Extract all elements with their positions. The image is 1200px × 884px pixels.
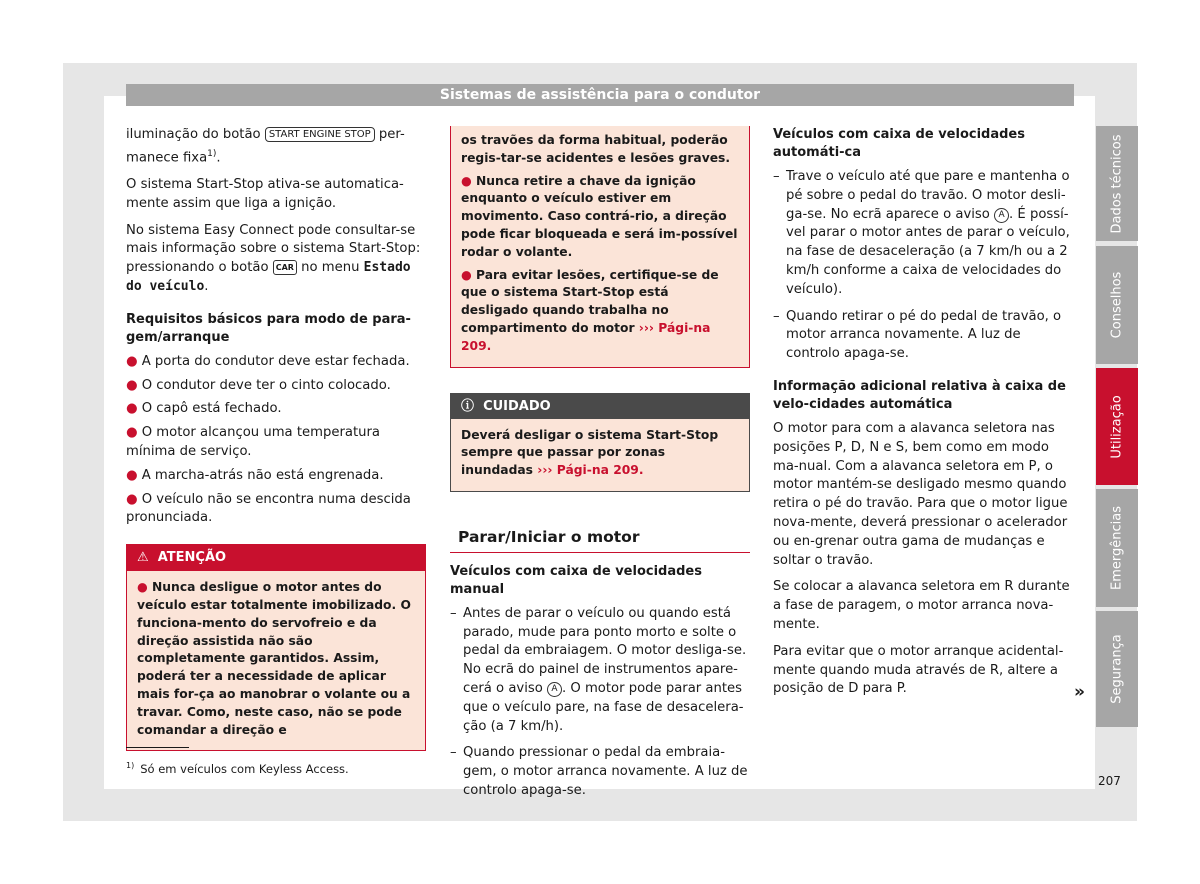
paragraph-button-light — [126, 126, 426, 168]
text: O motor alcançou uma temperatura mínima de serviço. — [126, 425, 380, 459]
warning-item — [461, 267, 739, 356]
list-item — [773, 308, 1073, 364]
side-tab-utilizacao[interactable] — [1096, 368, 1138, 485]
caution-title: CUIDADO — [483, 398, 551, 414]
paragraph-auto-activation: O sistema Start-Stop ativa-se automatica-mente assim que liga a ignição. — [126, 176, 404, 211]
text: no menu — [296, 260, 364, 276]
bullet-icon: ● — [126, 353, 142, 369]
tab-label: Utilização — [1109, 394, 1125, 459]
chapter-header: Sistemas de assistência para o condutor — [126, 84, 1074, 106]
text: . — [216, 150, 221, 166]
column-middle — [450, 126, 750, 809]
requirements-heading: Requisitos básicos para modo de para-gem/arranque — [126, 311, 411, 345]
bullet-icon: ● — [137, 580, 153, 595]
menu-name: Estado do veículo — [126, 260, 411, 294]
list-item — [126, 491, 426, 529]
dash-marker: – — [773, 169, 780, 184]
caution-body — [451, 419, 749, 491]
warning-box-continued — [450, 126, 750, 368]
list-item — [126, 400, 426, 419]
caution-box — [450, 393, 750, 492]
manual-heading: Veículos com caixa de velocidades manual — [450, 563, 702, 597]
warning-body — [127, 571, 425, 750]
text: O veículo não se encontra numa descida pronunciada. — [126, 491, 411, 526]
warning-body — [451, 126, 749, 367]
footnote-rule — [126, 747, 189, 748]
warning-triangle-icon: ⚠ — [137, 550, 149, 566]
text: Antes de parar o veículo ou quando está parado, mude para ponto morto e solte o pedal da embraiagem. O motor desliga-se. No ecrã do painel de instrumentos apare-cerá o aviso — [463, 605, 747, 696]
text: . — [204, 278, 209, 294]
caution-header — [451, 394, 749, 419]
dash-marker: – — [450, 605, 457, 621]
paragraph: O motor para com a alavanca seletora nas posições P, D, N e S, bem como em modo ma-nual. Com a alavanca seletora em P, o motor mantém-se desligado mesmo quando retira o pé do travão. Para que o motor ligue nova-mente, deverá pressionar o acelerador ou en-grenar outra gama de mudanças e soltar o travão. — [773, 420, 1068, 568]
text — [463, 605, 750, 737]
text — [786, 168, 1073, 300]
warning-title: ATENÇÃO — [157, 550, 227, 566]
column-left — [126, 126, 426, 751]
list-item — [773, 168, 1073, 300]
bullet-icon: ● — [126, 425, 142, 441]
page-link[interactable]: ››› Pági-na 209. — [537, 463, 644, 478]
warning-item — [137, 579, 415, 739]
tab-label: Segurança — [1109, 634, 1125, 704]
paragraph: Para evitar que o motor arranque acidental-mente quando muda através de R, altere a posição de D para P. — [773, 643, 1064, 697]
additional-info-heading: Informação adicional relativa à caixa de velo-cidades automática — [773, 378, 1066, 412]
text: . O motor pode parar antes que o veículo pare, na fase de desacelera-ção (a 7 km/h). — [463, 680, 744, 734]
column-right — [773, 126, 1073, 707]
warning-box — [126, 544, 426, 751]
bullet-icon: ● — [461, 267, 477, 282]
warning-symbol-a-icon: A — [994, 208, 1009, 223]
footnote-ref: 1) — [207, 148, 217, 159]
text: A porta do condutor deve estar fechada. — [141, 353, 410, 369]
text: . É possí-vel parar o motor antes de parar o veículo, na fase de desaceleração (a 7 km/h ou a 2 km/h conforme a caixa de velocidades do veículo). — [786, 206, 1070, 297]
warning-item — [461, 173, 739, 262]
footnote — [126, 761, 349, 776]
warning-symbol-a-icon: A — [547, 682, 562, 697]
caution-circle-icon: ⓘ — [461, 398, 475, 414]
text: A marcha-atrás não está engrenada. — [141, 467, 384, 483]
dash-marker: – — [773, 308, 780, 324]
section-title: Parar/Iniciar o motor — [450, 524, 750, 553]
warning-header — [127, 545, 425, 571]
text: Nunca desligue o motor antes do veículo estar totalmente imobilizado. O funciona-mento do servofreio e da direção assistida não são completamente garantidos. Assim, poderá ter a necessidade de aplicar mais for-ça ao manobrar o volante ou a travar. Como, neste caso, não se pode comandar a direção e — [137, 580, 411, 737]
bullet-icon: ● — [461, 173, 477, 188]
text: per-manece fixa — [126, 127, 405, 166]
text: O condutor deve ter o cinto colocado. — [141, 377, 391, 393]
footnote-mark: 1) — [126, 761, 135, 770]
text: O capô está fechado. — [141, 401, 282, 417]
bullet-icon: ● — [126, 467, 142, 483]
dash-marker: – — [450, 745, 457, 761]
list-item — [126, 424, 426, 462]
side-tab-emergencias[interactable] — [1096, 489, 1138, 607]
text: Deverá desligar o sistema Start-Stop sempre que passar por zonas inundadas — [461, 427, 719, 478]
text: No sistema Easy Connect pode consultar-se mais informação sobre o sistema Start-Stop: pressionando o botão — [126, 222, 421, 276]
start-engine-stop-key-icon: START ENGINE STOP — [265, 127, 375, 142]
list-item — [126, 353, 426, 372]
list-item — [450, 744, 750, 800]
list-item — [126, 467, 426, 486]
text: Quando pressionar o pedal da embraia-gem, o motor arranca novamente. A luz de controlo apaga-se. — [463, 745, 748, 798]
car-key-icon: CAR — [273, 260, 297, 275]
paragraph-easy-connect — [126, 222, 426, 297]
bullet-icon: ● — [126, 491, 142, 507]
list-item — [126, 377, 426, 396]
text: Para evitar lesões, certifique-se de que o sistema Start-Stop está desligado quando trabalha no compartimento do motor — [461, 267, 719, 335]
bullet-icon: ● — [126, 377, 142, 393]
footnote-text: Só em veículos com Keyless Access. — [140, 761, 349, 776]
tab-label: Dados técnicos — [1109, 133, 1125, 234]
automatic-heading: Veículos com caixa de velocidades automáti-ca — [773, 127, 1025, 160]
text: Trave o veículo até que pare e mantenha o pé sobre o pedal do travão. O motor desli-ga-se. No ecrã aparece o aviso — [786, 169, 1070, 222]
warning-item: os travões da forma habitual, poderão regis-tar-se acidentes e lesões graves. — [461, 133, 731, 165]
caution-item — [461, 427, 739, 480]
text: Quando retirar o pé do pedal de travão, o motor arranca novamente. A luz de controlo apaga-se. — [786, 308, 1062, 362]
bullet-icon: ● — [126, 401, 142, 417]
text: iluminação do botão — [126, 127, 265, 142]
text: Nunca retire a chave da ignição enquanto o veículo estiver em movimento. Caso contrá-rio, a direção pode ficar bloqueada e será im-possível rodar o volante. — [461, 173, 738, 259]
side-tab-seguranca[interactable] — [1096, 611, 1138, 727]
continue-arrow-icon: » — [1074, 682, 1085, 702]
side-tab-conselhos[interactable] — [1096, 246, 1138, 364]
side-tab-dados-tecnicos[interactable] — [1096, 126, 1138, 241]
paragraph: Se colocar a alavanca seletora em R durante a fase de paragem, o motor arranca nova-mente. — [773, 579, 1070, 632]
page-number: 207 — [1098, 774, 1121, 788]
page-link[interactable]: ››› Pági-na 209. — [461, 320, 711, 353]
list-item — [450, 605, 750, 737]
tab-label: Conselhos — [1109, 271, 1125, 339]
tab-label: Emergências — [1109, 506, 1125, 590]
